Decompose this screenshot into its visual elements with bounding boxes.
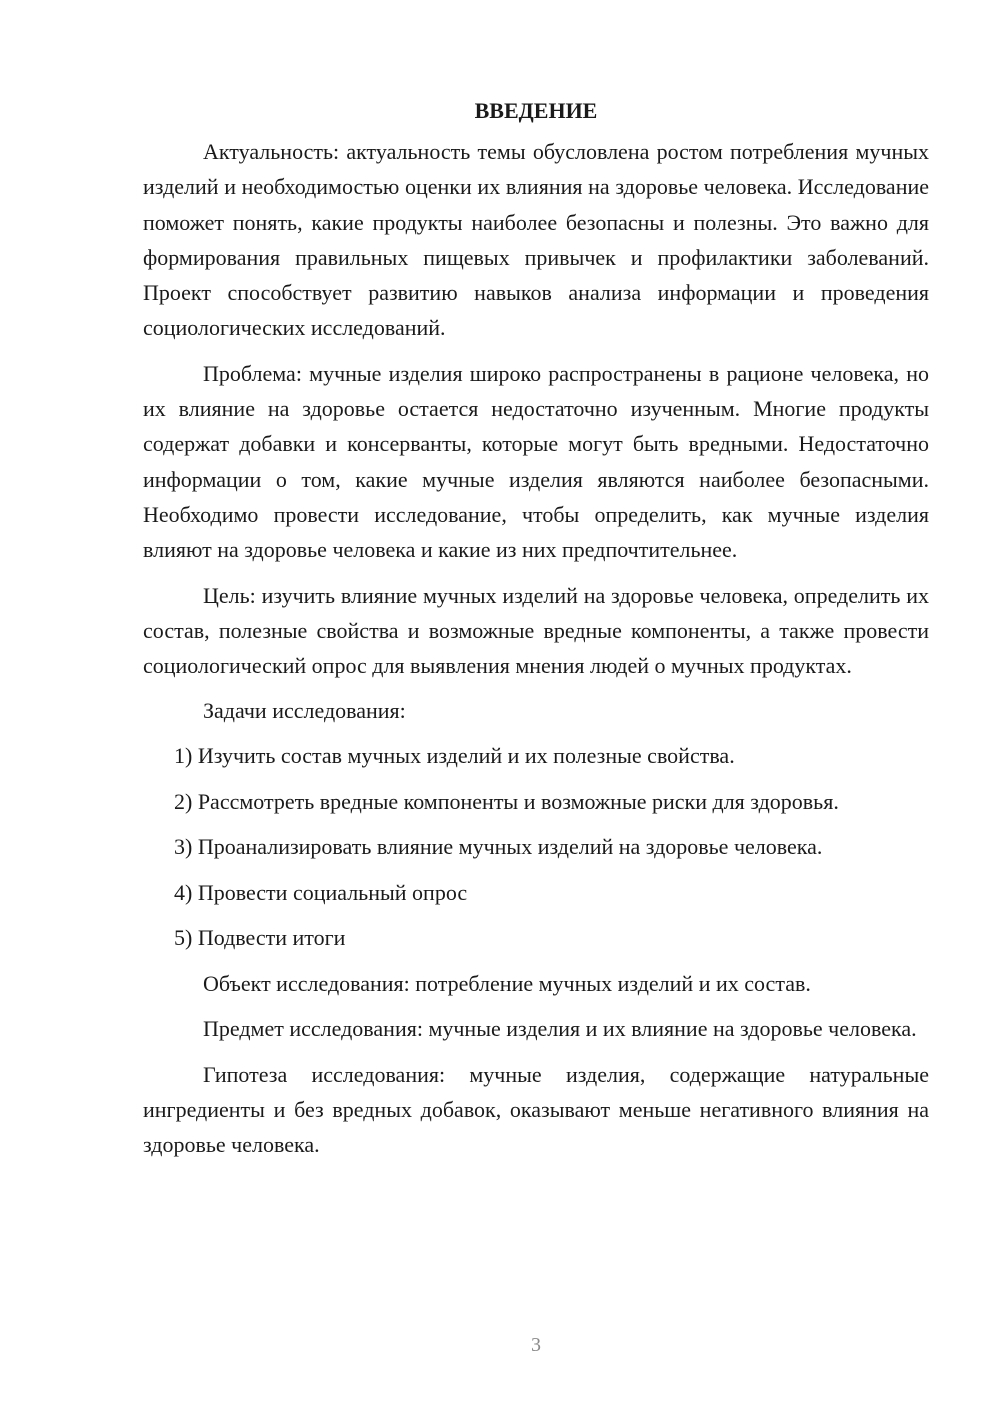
relevance-paragraph: Актуальность: актуальность темы обусловлена ростом потребления мучных изделий и необходимостью оценки их влияния на здоровье человека. Исследование поможет понять, какие продукты наиболее безопасны и полезны. Это важно для формирования правильных пищевых привычек и профилактики заболеваний. Проект способствует развитию навыков анализа информации и проведения социологических исследований. — [143, 139, 929, 341]
object-paragraph: Объект исследования: потребление мучных изделий и их состав. — [203, 970, 811, 996]
page-content — [143, 93, 929, 1172]
task-item: 3) Проанализировать влияние мучных изделий на здоровье человека. — [174, 834, 823, 860]
problem-paragraph: Проблема: мучные изделия широко распространены в рационе человека, но их влияние на здоровье остается недостаточно изученным. Многие продукты содержат добавки и консерванты, которые могут быть вредными. Недостаточно информации о том, какие мучные изделия являются наиболее безопасными. Необходимо провести исследование, чтобы определить, как мучные изделия влияют на здоровье человека и какие из них предпочтительнее. — [143, 360, 929, 563]
task-item: 1) Изучить состав мучных изделий и их полезные свойства. — [174, 743, 735, 769]
tasks-heading: Задачи исследования: — [203, 698, 406, 724]
task-item: 4) Провести социальный опрос — [174, 879, 468, 905]
subject-paragraph: Предмет исследования: мучные изделия и их влияние на здоровье человека. — [203, 1016, 917, 1042]
page-title: ВВЕДЕНИЕ — [474, 98, 598, 123]
page-number: 3 — [531, 1334, 541, 1356]
task-item: 5) Подвести итоги — [174, 925, 346, 951]
hypothesis-paragraph: Гипотеза исследования: мучные изделия, содержащие натуральные ингредиенты и без вредных добавок, оказывают меньше негативного влияния на здоровье человека. — [143, 1061, 929, 1158]
task-item: 2) Рассмотреть вредные компоненты и возможные риски для здоровья. — [174, 788, 839, 814]
goal-paragraph: Цель: изучить влияние мучных изделий на здоровье человека, определить их состав, полезные свойства и возможные вредные компоненты, а также провести социологический опрос для выявления мнения людей о мучных продуктах. — [143, 582, 929, 679]
